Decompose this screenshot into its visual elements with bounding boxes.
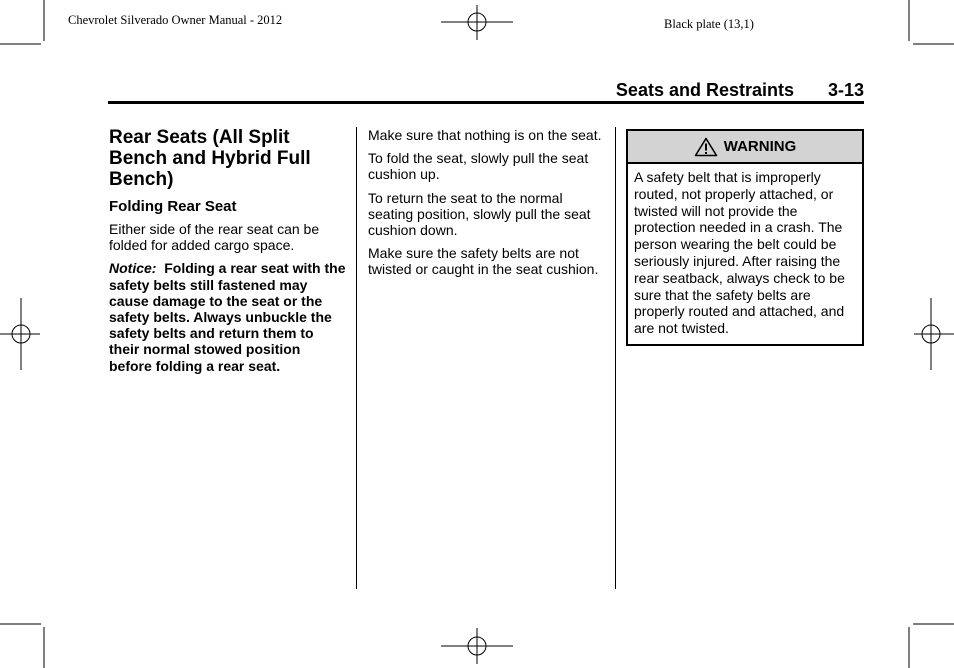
warning-icon: [694, 137, 718, 157]
notice-text: Folding a rear seat with the safety belts still fastened may cause damage to the seat or the safety belts. Always unbuckle the safety belts and return them to their normal stowed position before folding a rear seat.: [109, 260, 346, 374]
subheading: Folding Rear Seat: [109, 198, 237, 215]
column-1: [109, 127, 347, 381]
header-rule: [108, 101, 864, 104]
body-paragraph: Make sure that nothing is on the seat.: [368, 127, 602, 143]
notice-label: Notice:: [109, 260, 157, 277]
warning-text: A safety belt that is improperly routed, not properly attached, or twisted will not provide the protection needed in a crash. The person wearing the belt could be seriously injured. After raising the rear seatback, always check to be sure that the safety belts are properly routed and attached, and are not twisted.: [634, 169, 845, 337]
body-paragraph: Either side of the rear seat can be folded for added cargo space.: [109, 221, 320, 254]
plate-number: Black plate (13,1): [664, 17, 754, 31]
body-paragraph: To fold the seat, slowly pull the seat cushion up.: [368, 150, 589, 183]
column-divider-2: [615, 127, 616, 589]
section-title: Seats and Restraints: [615, 80, 794, 100]
notice-paragraph: [109, 260, 347, 373]
warning-label: WARNING: [723, 138, 797, 155]
column-2: [368, 127, 608, 285]
warning-header: [628, 131, 862, 164]
body-paragraph: Make sure the safety belts are not twisted or caught in the seat cushion.: [368, 245, 599, 278]
body-paragraph: To return the seat to the normal seating position, slowly pull the seat cushion down.: [368, 189, 591, 239]
plate-title: Chevrolet Silverado Owner Manual - 2012: [68, 13, 283, 27]
running-header: [108, 80, 864, 102]
warning-box: [626, 129, 864, 346]
section-heading: Rear Seats (All Split Bench and Hybrid Full Bench): [109, 127, 311, 190]
page-number: 3-13: [827, 80, 864, 100]
column-divider-1: [356, 127, 357, 589]
column-3: [626, 129, 864, 346]
